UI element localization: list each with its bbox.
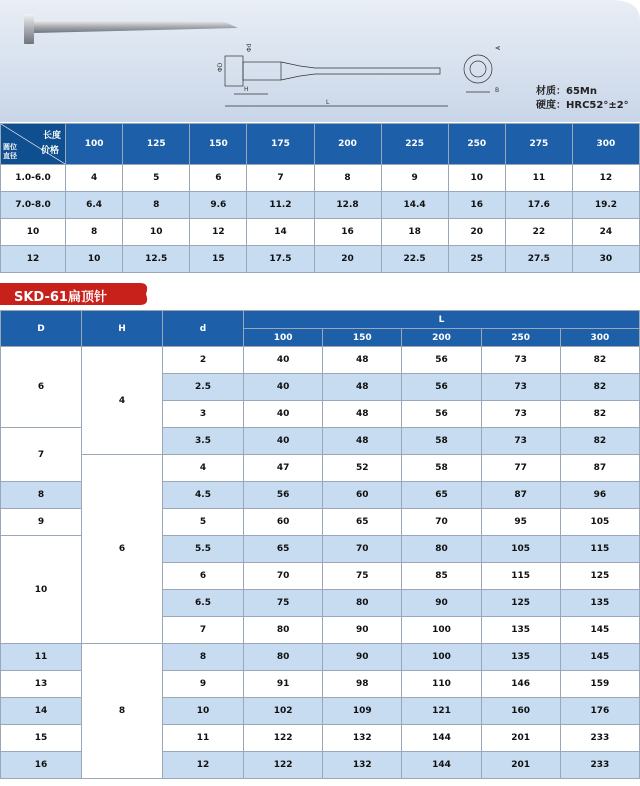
length-header: 250	[481, 329, 560, 347]
D-cell: 10	[1, 536, 82, 644]
length-header: 200	[402, 329, 481, 347]
table-row	[1, 192, 640, 219]
price-cell: 82	[560, 374, 639, 401]
price-cell: 75	[244, 590, 323, 617]
price-cell: 110	[402, 671, 481, 698]
price-cell: 77	[481, 455, 560, 482]
length-header: 300	[572, 124, 639, 165]
price-cell: 40	[244, 428, 323, 455]
price-cell: 233	[560, 725, 639, 752]
price-cell: 16	[448, 192, 505, 219]
price-cell: 40	[244, 374, 323, 401]
price-cell: 17.5	[247, 246, 314, 273]
d-cell: 7	[163, 617, 244, 644]
table-row	[1, 455, 640, 482]
d-cell: 10	[163, 698, 244, 725]
price-cell: 125	[481, 590, 560, 617]
price-cell: 60	[323, 482, 402, 509]
price-cell: 19.2	[572, 192, 639, 219]
price-cell: 27.5	[505, 246, 572, 273]
price-cell: 144	[402, 725, 481, 752]
d-cell: 5.5	[163, 536, 244, 563]
material-spec: 材质：65Mn	[536, 86, 597, 97]
price-cell: 6	[190, 165, 247, 192]
price-cell: 145	[560, 644, 639, 671]
d-cell: 3	[163, 401, 244, 428]
length-label: 长度	[42, 131, 61, 141]
price-cell: 91	[244, 671, 323, 698]
price-cell: 87	[481, 482, 560, 509]
d-cell: 6.5	[163, 590, 244, 617]
svg-text:L: L	[326, 99, 330, 106]
diameter-cell: 1.0-6.0	[1, 165, 66, 192]
D-cell: 14	[1, 698, 82, 725]
price-cell: 65	[323, 509, 402, 536]
price-cell: 58	[402, 455, 481, 482]
position-label: 圆位	[3, 143, 17, 151]
price-cell: 87	[560, 455, 639, 482]
price-table-65mn	[0, 123, 640, 273]
col-H: H	[82, 311, 163, 347]
price-cell: 135	[481, 644, 560, 671]
svg-text:H: H	[244, 86, 249, 93]
d-cell: 11	[163, 725, 244, 752]
D-cell: 9	[1, 509, 82, 536]
price-cell: 10	[448, 165, 505, 192]
price-cell: 30	[572, 246, 639, 273]
product-hero	[0, 0, 640, 122]
price-cell: 100	[402, 617, 481, 644]
price-cell: 82	[560, 401, 639, 428]
price-cell: 90	[323, 644, 402, 671]
price-cell: 17.6	[505, 192, 572, 219]
length-header: 250	[448, 124, 505, 165]
price-cell: 70	[323, 536, 402, 563]
price-cell: 47	[244, 455, 323, 482]
price-cell: 90	[402, 590, 481, 617]
price-cell: 132	[323, 752, 402, 779]
table-row	[1, 165, 640, 192]
price-cell: 135	[560, 590, 639, 617]
price-cell: 80	[244, 617, 323, 644]
price-cell: 10	[123, 219, 190, 246]
price-cell: 146	[481, 671, 560, 698]
D-cell: 11	[1, 644, 82, 671]
price-cell: 6.4	[66, 192, 123, 219]
price-cell: 65	[402, 482, 481, 509]
price-cell: 73	[481, 428, 560, 455]
price-cell: 65	[244, 536, 323, 563]
price-cell: 12	[190, 219, 247, 246]
D-cell: 6	[1, 347, 82, 428]
col-D: D	[1, 311, 82, 347]
price-cell: 80	[323, 590, 402, 617]
price-cell: 176	[560, 698, 639, 725]
price-cell: 4	[66, 165, 123, 192]
price-cell: 8	[123, 192, 190, 219]
price-cell: 8	[314, 165, 381, 192]
col-L: L	[244, 311, 640, 329]
price-cell: 135	[481, 617, 560, 644]
diameter-cell: 10	[1, 219, 66, 246]
price-cell: 48	[323, 347, 402, 374]
d-cell: 9	[163, 671, 244, 698]
length-header: 100	[66, 124, 123, 165]
price-cell: 40	[244, 347, 323, 374]
price-cell: 75	[323, 563, 402, 590]
d-cell: 2	[163, 347, 244, 374]
price-cell: 48	[323, 374, 402, 401]
price-cell: 144	[402, 752, 481, 779]
price-cell: 73	[481, 401, 560, 428]
price-cell: 58	[402, 428, 481, 455]
length-header: 225	[381, 124, 448, 165]
corner-header	[1, 124, 66, 165]
price-cell: 9	[381, 165, 448, 192]
price-cell: 105	[481, 536, 560, 563]
H-cell: 8	[82, 644, 163, 779]
col-d: d	[163, 311, 244, 347]
D-cell: 7	[1, 428, 82, 482]
table-row	[1, 347, 640, 374]
price-cell: 48	[323, 428, 402, 455]
price-cell: 14	[247, 219, 314, 246]
price-cell: 100	[402, 644, 481, 671]
length-header-row	[1, 124, 640, 165]
length-header: 300	[560, 329, 639, 347]
svg-text:ΦD: ΦD	[217, 62, 224, 72]
D-cell: 8	[1, 482, 82, 509]
price-cell: 102	[244, 698, 323, 725]
price-cell: 121	[402, 698, 481, 725]
price-cell: 15	[190, 246, 247, 273]
H-cell: 4	[82, 347, 163, 455]
D-cell: 13	[1, 671, 82, 698]
d-cell: 5	[163, 509, 244, 536]
length-header: 275	[505, 124, 572, 165]
length-header: 100	[244, 329, 323, 347]
price-cell: 233	[560, 752, 639, 779]
price-cell: 201	[481, 725, 560, 752]
svg-text:B: B	[495, 87, 500, 94]
table-row	[1, 219, 640, 246]
price-cell: 12.5	[123, 246, 190, 273]
price-cell: 52	[323, 455, 402, 482]
price-cell: 56	[244, 482, 323, 509]
price-cell: 5	[123, 165, 190, 192]
price-cell: 90	[323, 617, 402, 644]
price-cell: 70	[402, 509, 481, 536]
price-cell: 22.5	[381, 246, 448, 273]
price-cell: 70	[244, 563, 323, 590]
price-cell: 96	[560, 482, 639, 509]
price-cell: 8	[66, 219, 123, 246]
price-cell: 82	[560, 347, 639, 374]
svg-text:Φd: Φd	[246, 43, 253, 52]
diameter-cell: 7.0-8.0	[1, 192, 66, 219]
price-cell: 20	[314, 246, 381, 273]
price-cell: 80	[402, 536, 481, 563]
price-cell: 125	[560, 563, 639, 590]
d-cell: 4.5	[163, 482, 244, 509]
price-cell: 11.2	[247, 192, 314, 219]
price-cell: 12.8	[314, 192, 381, 219]
hardness-spec: 硬度：HRC52°±2°	[536, 100, 629, 111]
header-row-1	[1, 311, 640, 329]
price-cell: 98	[323, 671, 402, 698]
price-cell: 105	[560, 509, 639, 536]
price-cell: 40	[244, 401, 323, 428]
price-cell: 159	[560, 671, 639, 698]
D-cell: 16	[1, 752, 82, 779]
d-cell: 8	[163, 644, 244, 671]
price-cell: 60	[244, 509, 323, 536]
price-cell: 85	[402, 563, 481, 590]
svg-text:A: A	[495, 45, 502, 50]
d-cell: 2.5	[163, 374, 244, 401]
d-cell: 6	[163, 563, 244, 590]
price-cell: 80	[244, 644, 323, 671]
price-cell: 145	[560, 617, 639, 644]
price-cell: 56	[402, 374, 481, 401]
price-cell: 48	[323, 401, 402, 428]
table-row	[1, 246, 640, 273]
length-header: 175	[247, 124, 314, 165]
price-cell: 9.6	[190, 192, 247, 219]
price-cell: 95	[481, 509, 560, 536]
length-header: 200	[314, 124, 381, 165]
d-cell: 4	[163, 455, 244, 482]
length-header: 125	[123, 124, 190, 165]
price-cell: 132	[323, 725, 402, 752]
diameter-cell: 12	[1, 246, 66, 273]
diameter-label: 直径	[3, 152, 17, 160]
price-cell: 122	[244, 752, 323, 779]
price-cell: 56	[402, 401, 481, 428]
price-cell: 56	[402, 347, 481, 374]
price-cell: 160	[481, 698, 560, 725]
price-cell: 18	[381, 219, 448, 246]
price-cell: 16	[314, 219, 381, 246]
price-label: 价格	[40, 146, 59, 156]
price-cell: 115	[481, 563, 560, 590]
price-cell: 11	[505, 165, 572, 192]
section-title: SKD-61扁顶针	[14, 290, 107, 305]
d-cell: 3.5	[163, 428, 244, 455]
table-row	[1, 644, 640, 671]
price-cell: 82	[560, 428, 639, 455]
price-table-skd61	[0, 310, 640, 779]
length-header: 150	[323, 329, 402, 347]
price-cell: 73	[481, 374, 560, 401]
price-cell: 115	[560, 536, 639, 563]
price-cell: 122	[244, 725, 323, 752]
price-cell: 12	[572, 165, 639, 192]
length-header: 150	[190, 124, 247, 165]
D-cell: 15	[1, 725, 82, 752]
price-cell: 201	[481, 752, 560, 779]
price-cell: 109	[323, 698, 402, 725]
H-cell: 6	[82, 455, 163, 644]
price-cell: 20	[448, 219, 505, 246]
price-cell: 7	[247, 165, 314, 192]
price-cell: 25	[448, 246, 505, 273]
price-cell: 14.4	[381, 192, 448, 219]
d-cell: 12	[163, 752, 244, 779]
price-cell: 10	[66, 246, 123, 273]
price-cell: 22	[505, 219, 572, 246]
price-cell: 73	[481, 347, 560, 374]
price-cell: 24	[572, 219, 639, 246]
